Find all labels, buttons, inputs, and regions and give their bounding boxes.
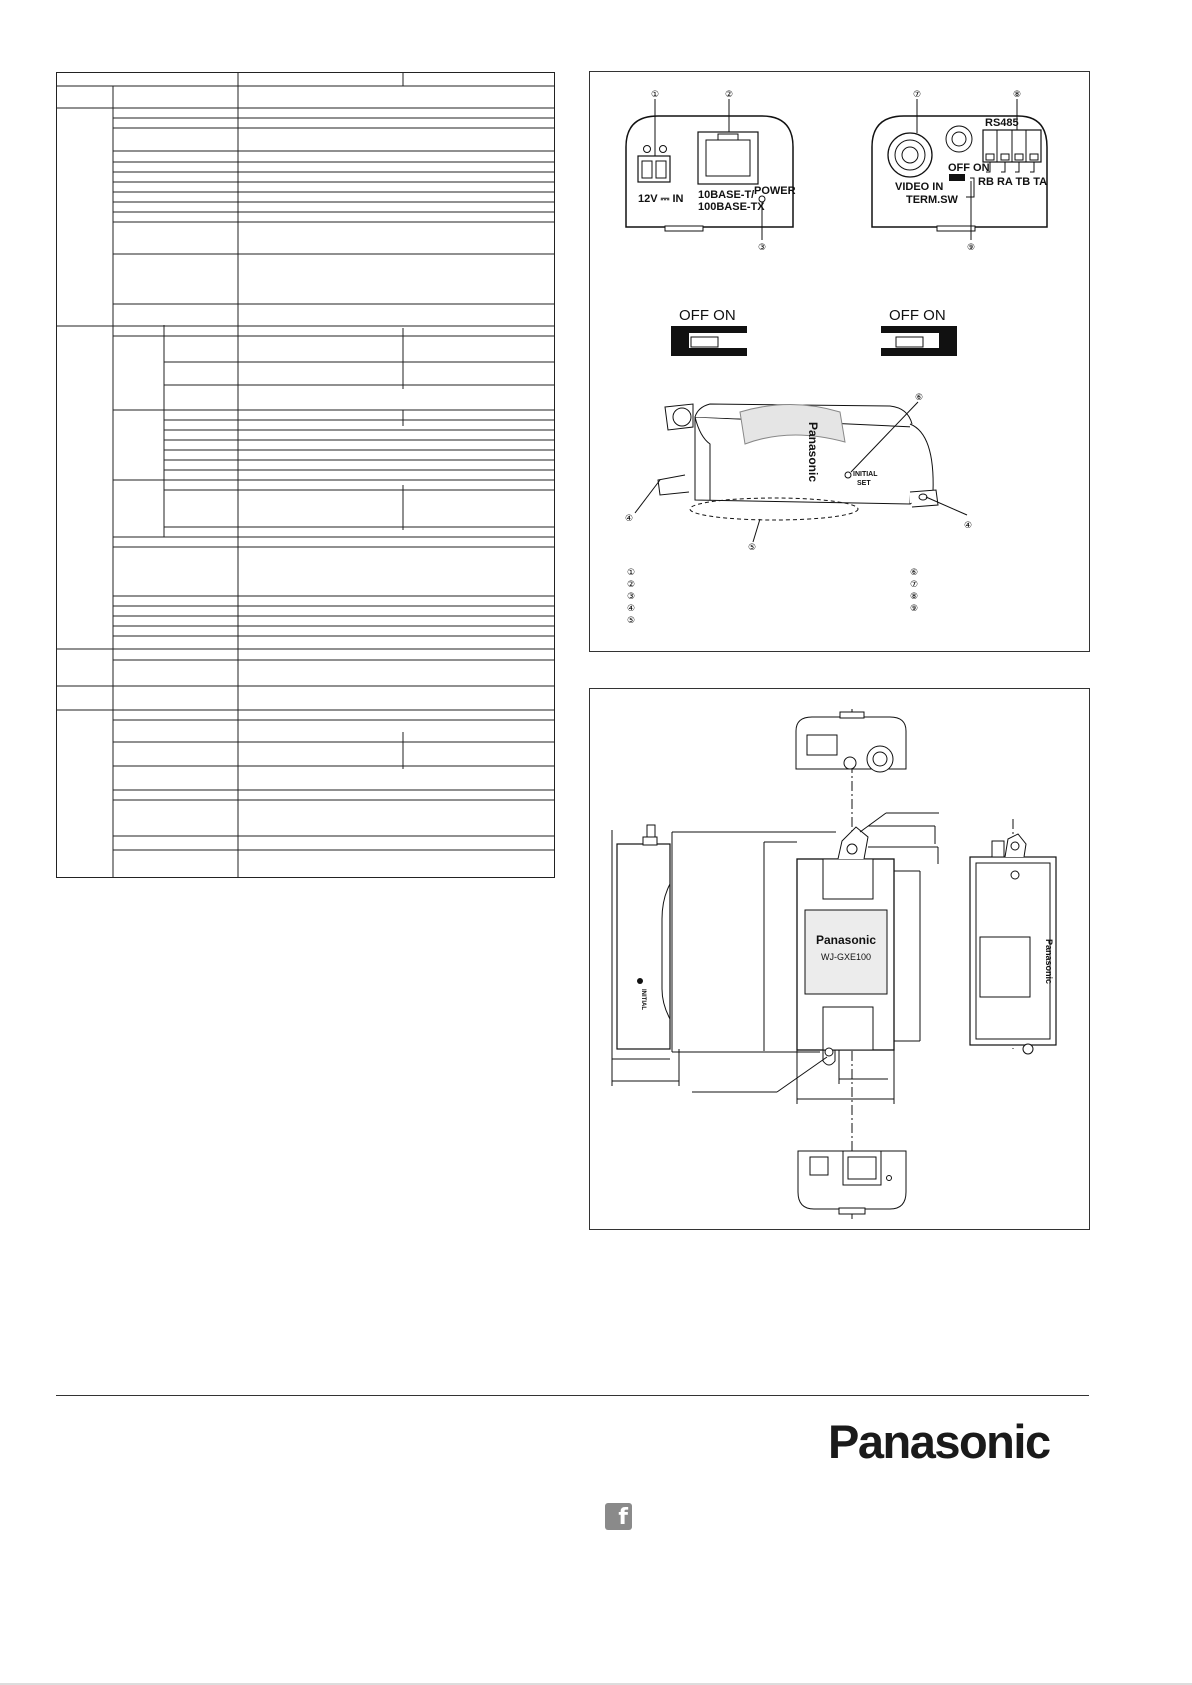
- callout-1: ①: [651, 90, 660, 100]
- specifications-grid: [56, 72, 555, 878]
- left-side-view: [612, 825, 679, 1086]
- legend-right-9: ⑨: [910, 604, 919, 614]
- initial-set-button-icon: [845, 472, 851, 478]
- facebook-icon[interactable]: f: [605, 1503, 632, 1530]
- initial-set-label-line1: INITIAL: [853, 471, 878, 478]
- callout-8: ⑧: [1013, 90, 1022, 100]
- legend-left-3: ③: [627, 592, 636, 602]
- termination-switch-off-detail: [671, 307, 747, 356]
- legend-left-5: ⑤: [627, 616, 636, 626]
- rs485-terminals-label: RB RA TB TA: [978, 176, 1048, 188]
- power-led-label: POWER: [754, 185, 796, 197]
- termination-switch-on-detail: [881, 307, 957, 356]
- callout-7: ⑦: [913, 90, 922, 100]
- video-in-label: VIDEO IN: [895, 181, 944, 193]
- callout-4-left: ④: [625, 514, 634, 524]
- callout-9: ⑨: [967, 243, 976, 253]
- dc-input-label: 12V ⎓ IN: [638, 193, 684, 205]
- body-brand-label: Panasonic: [806, 422, 820, 483]
- term-sw-label: TERM.SW: [906, 194, 958, 206]
- callout-2: ②: [725, 90, 734, 100]
- features-panel: [589, 71, 1090, 652]
- network-port-label-line1: 10BASE-T/: [698, 189, 755, 201]
- rear-panel-view: [872, 90, 1047, 253]
- side-initial-set-label: INITIAL: [640, 989, 646, 1010]
- features-illustration: [590, 72, 1089, 651]
- callout-5: ⑤: [748, 543, 757, 553]
- network-port-label-line2: 100BASE-TX: [698, 201, 765, 213]
- callout-3: ③: [758, 243, 767, 253]
- legend-right-7: ⑦: [910, 580, 919, 590]
- legend-left-4: ④: [627, 604, 636, 614]
- front-brand-label: Panasonic: [815, 933, 877, 947]
- footer-divider: [56, 1395, 1089, 1396]
- right-side-view: [970, 834, 1056, 1054]
- callout-4-right: ④: [964, 521, 973, 531]
- legend-right-6: ⑥: [910, 568, 919, 578]
- callout-6: ⑥: [915, 393, 924, 403]
- encoder-body-perspective: [625, 393, 972, 553]
- features-legend: [627, 568, 918, 626]
- legend-left-2: ②: [627, 580, 636, 590]
- bottom-view: [798, 1151, 906, 1214]
- panasonic-logo: Panasonic: [828, 1415, 1050, 1468]
- front-panel-view: [626, 90, 796, 253]
- switch-left-label: OFF ON: [679, 307, 736, 324]
- top-view: [796, 712, 906, 772]
- legend-right-8: ⑧: [910, 592, 919, 602]
- legend-left-1: ①: [627, 568, 636, 578]
- network-port: [698, 132, 758, 184]
- specifications-table: [56, 72, 555, 878]
- term-switch-state-label: OFF ON: [948, 162, 990, 174]
- rs485-label: RS485: [985, 117, 1019, 129]
- switch-right-label: OFF ON: [889, 307, 946, 324]
- back-brand-label: Panasonic: [1044, 939, 1054, 985]
- initial-set-label-line2: SET: [857, 480, 871, 487]
- dimensions-panel: [589, 688, 1090, 1230]
- front-view: [672, 813, 939, 1104]
- dimensions-illustration: [590, 689, 1089, 1229]
- front-model-label: WJ-GXE100: [820, 952, 872, 962]
